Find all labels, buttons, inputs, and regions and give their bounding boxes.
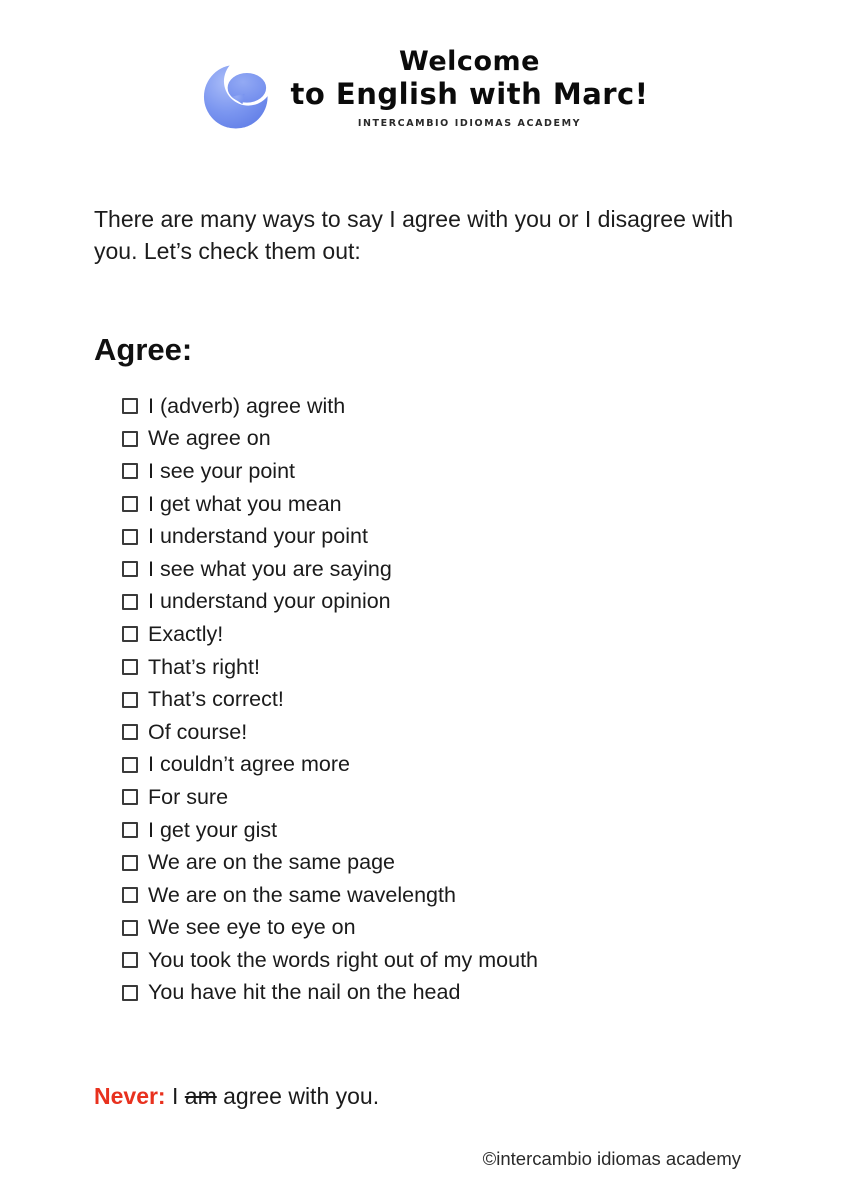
checklist-item-label: We see eye to eye on [148, 915, 356, 940]
checkbox[interactable] [122, 594, 138, 610]
checkbox[interactable] [122, 398, 138, 414]
checkbox[interactable] [122, 985, 138, 1001]
intercambio-logo-icon [201, 56, 275, 130]
checklist-item [122, 879, 538, 912]
checklist-item [122, 520, 538, 553]
footer-credit: ©intercambio idiomas academy [482, 1148, 741, 1169]
checkbox[interactable] [122, 692, 138, 708]
never-text-after: agree with you. [216, 1083, 380, 1109]
checklist-item-label: I see what you are saying [148, 556, 392, 581]
agree-heading: Agree: [94, 332, 193, 367]
checklist-item [122, 455, 538, 488]
checkbox[interactable] [122, 431, 138, 447]
checklist-item [122, 781, 538, 814]
never-note [94, 1083, 379, 1110]
checkbox[interactable] [122, 463, 138, 479]
checklist-item [122, 716, 538, 749]
checklist-item [122, 586, 538, 619]
academy-subtitle: INTERCAMBIO IDIOMAS ACADEMY [357, 118, 582, 129]
checklist-item-label: I understand your point [148, 524, 368, 549]
checklist-item [122, 977, 538, 1010]
checkbox[interactable] [122, 757, 138, 773]
checklist-item-label: We are on the same wavelength [148, 882, 456, 907]
never-struck-word: am [184, 1083, 217, 1109]
checklist-item-label: I couldn’t agree more [148, 752, 350, 777]
checklist-item [122, 912, 538, 945]
checklist-item-label: For sure [148, 784, 229, 809]
checklist-item-label: I see your point [148, 458, 296, 483]
checkbox[interactable] [122, 920, 138, 936]
checklist-item-label: Exactly! [148, 621, 224, 646]
checklist-item-label: I understand your opinion [148, 589, 391, 614]
checklist-item [122, 488, 538, 521]
page-title-line1: Welcome [399, 46, 540, 77]
checklist-item [122, 553, 538, 586]
checklist-item-label: You took the words right out of my mouth [148, 947, 539, 972]
checkbox[interactable] [122, 855, 138, 871]
checkbox[interactable] [122, 496, 138, 512]
checkbox[interactable] [122, 952, 138, 968]
checklist-item [122, 423, 538, 456]
checklist-item-label: I (adverb) agree with [148, 393, 346, 418]
checkbox[interactable] [122, 822, 138, 838]
checklist-item-label: I get your gist [148, 817, 278, 842]
checkbox[interactable] [122, 789, 138, 805]
checklist-item [122, 944, 538, 977]
checklist-item-label: I get what you mean [148, 491, 342, 516]
checklist-item-label: That’s correct! [148, 687, 284, 712]
checkbox[interactable] [122, 887, 138, 903]
checklist-item-label: Of course! [148, 719, 248, 744]
agree-checklist [122, 390, 538, 1009]
checklist-item-label: That’s right! [148, 654, 260, 679]
checkbox[interactable] [122, 659, 138, 675]
header-title-block [291, 47, 649, 129]
checklist-item [122, 814, 538, 847]
checkbox[interactable] [122, 626, 138, 642]
never-label: Never: [94, 1083, 166, 1109]
checkbox[interactable] [122, 529, 138, 545]
header [0, 46, 849, 130]
checklist-item-label: You have hit the nail on the head [148, 980, 461, 1005]
checklist-item [122, 618, 538, 651]
checklist-item [122, 651, 538, 684]
checklist-item [122, 749, 538, 782]
checklist-item-label: We are on the same page [148, 850, 396, 875]
checkbox[interactable] [122, 724, 138, 740]
checklist-item [122, 390, 538, 423]
page-title-line2: to English with Marc! [290, 77, 649, 111]
checklist-item [122, 846, 538, 879]
intro-paragraph: There are many ways to say I agree with you or I disagree with you. Let’s check them out: [94, 206, 734, 264]
checklist-item-label: We agree on [148, 426, 271, 451]
checklist-item [122, 683, 538, 716]
checkbox[interactable] [122, 561, 138, 577]
never-text-before: I [165, 1083, 185, 1109]
